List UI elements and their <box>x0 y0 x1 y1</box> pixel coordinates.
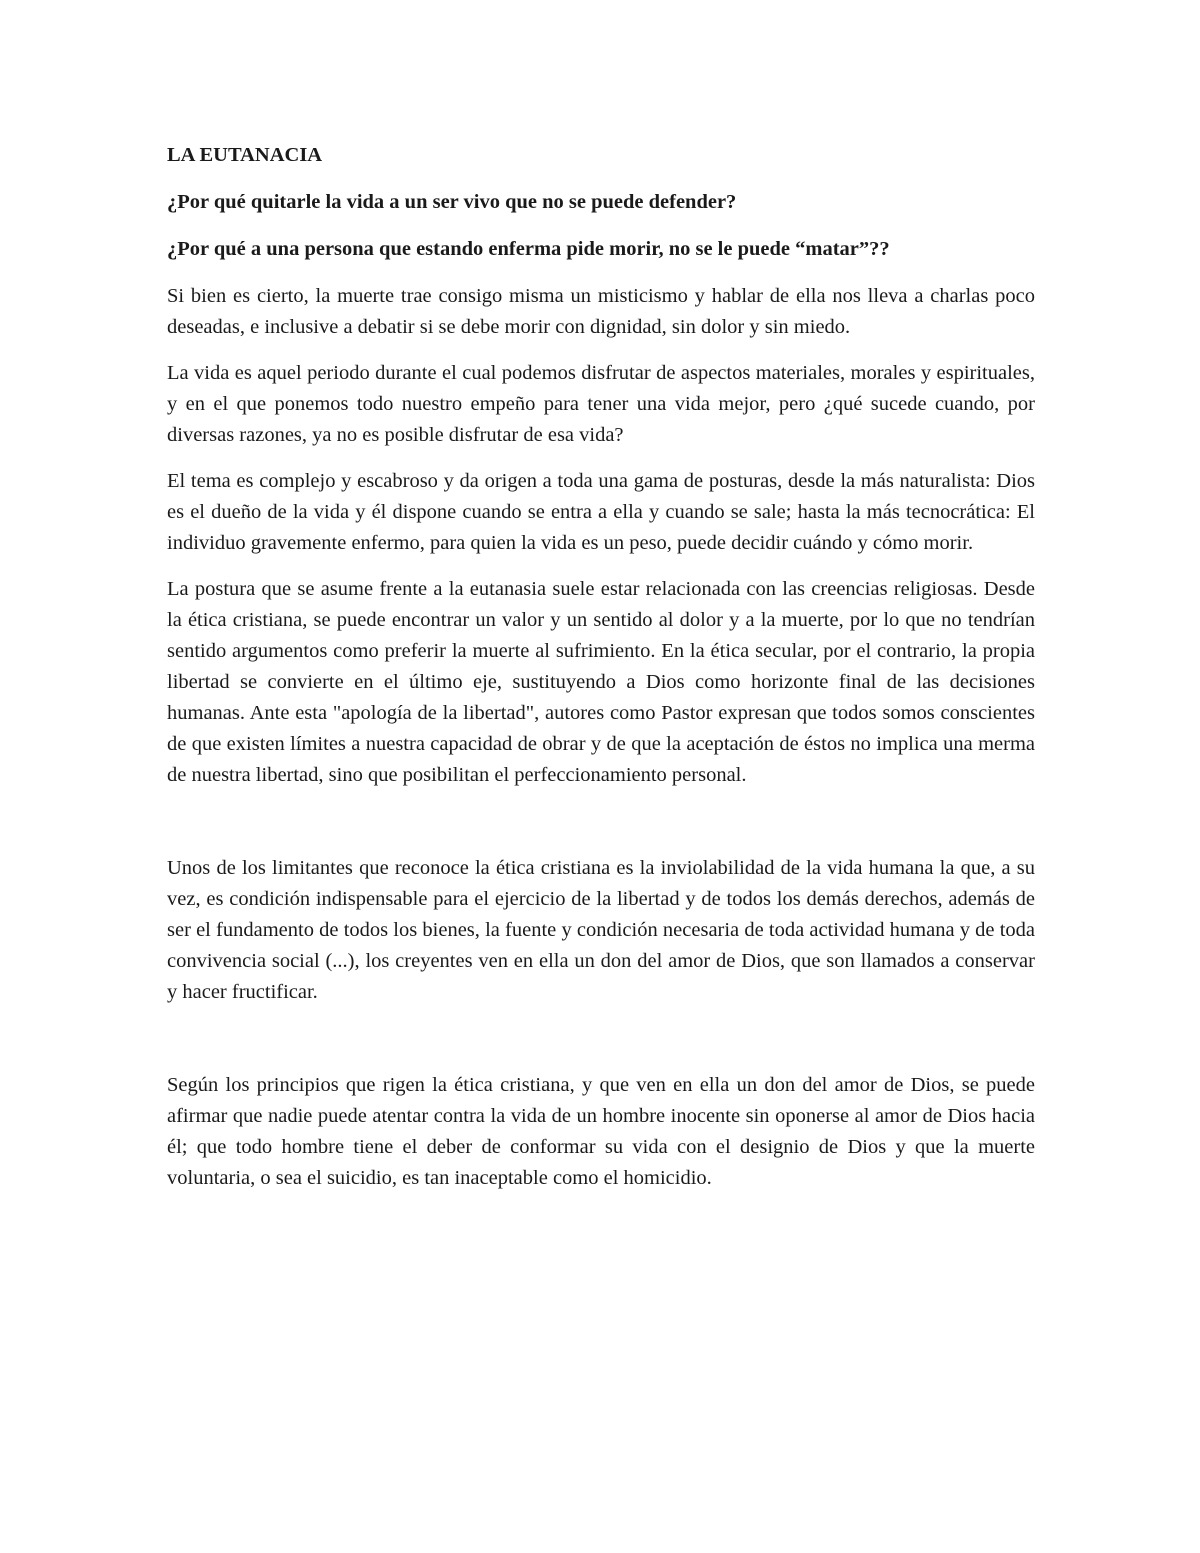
paragraph-3: El tema es complejo y escabroso y da origen a toda una gama de posturas, desde la más naturalista: Dios es el dueño de la vida y él dispone cuando se entra a ella y cuando se sale; hasta la más tecnocrática: El individuo gravemente enfermo, para quien la vida es un peso, puede decidir cuándo y cómo morir. <box>167 470 1035 554</box>
paragraph-4: La postura que se asume frente a la eutanasia suele estar relacionada con las creencias religiosas. Desde la ética cristiana, se puede encontrar un valor y un sentido al dolor y a la muerte, por lo que no tendrían sentido argumentos como preferir la muerte al sufrimiento. En la ética secular, por el contrario, la propia libertad se convierte en el último eje, sustituyendo a Dios como horizonte final de las decisiones humanas. Ante esta "apología de la libertad", autores como Pastor expresan que todos somos conscientes de que existen límites a nuestra capacidad de obrar y de que la aceptación de éstos no implica una merma de nuestra libertad, sino que posibilitan el perfeccionamiento personal. <box>167 578 1035 786</box>
question-2: ¿Por qué a una persona que estando enferma pide morir, no se le puede “matar”?? <box>167 238 890 260</box>
document-title: LA EUTANACIA <box>167 144 323 166</box>
paragraph-5: Unos de los limitantes que reconoce la ética cristiana es la inviolabilidad de la vida humana la que, a su vez, es condición indispensable para el ejercicio de la libertad y de todos los demás derechos, además de ser el fundamento de todos los bienes, la fuente y condición necesaria de toda actividad humana y de toda convivencia social (...), los creyentes ven en ella un don del amor de Dios, que son llamados a conservar y hacer fructificar. <box>167 857 1035 1003</box>
question-1: ¿Por qué quitarle la vida a un ser vivo que no se puede defender? <box>167 191 737 213</box>
paragraph-2: La vida es aquel periodo durante el cual podemos disfrutar de aspectos materiales, morales y espirituales, y en el que ponemos todo nuestro empeño para tener una vida mejor, pero ¿qué sucede cuando, por diversas razones, ya no es posible disfrutar de esa vida? <box>167 362 1035 446</box>
document-body <box>167 140 1035 1209</box>
paragraph-6: Según los principios que rigen la ética cristiana, y que ven en ella un don del amor de Dios, se puede afirmar que nadie puede atentar contra la vida de un hombre inocente sin oponerse al amor de Dios hacia él; que todo hombre tiene el deber de conformar su vida con el designio de Dios y que la muerte voluntaria, o sea el suicidio, es tan inaceptable como el homicidio. <box>167 1074 1035 1189</box>
paragraph-1: Si bien es cierto, la muerte trae consigo misma un misticismo y hablar de ella nos lleva a charlas poco deseadas, e inclusive a debatir si se debe morir con dignidad, sin dolor y sin miedo. <box>167 285 1035 338</box>
